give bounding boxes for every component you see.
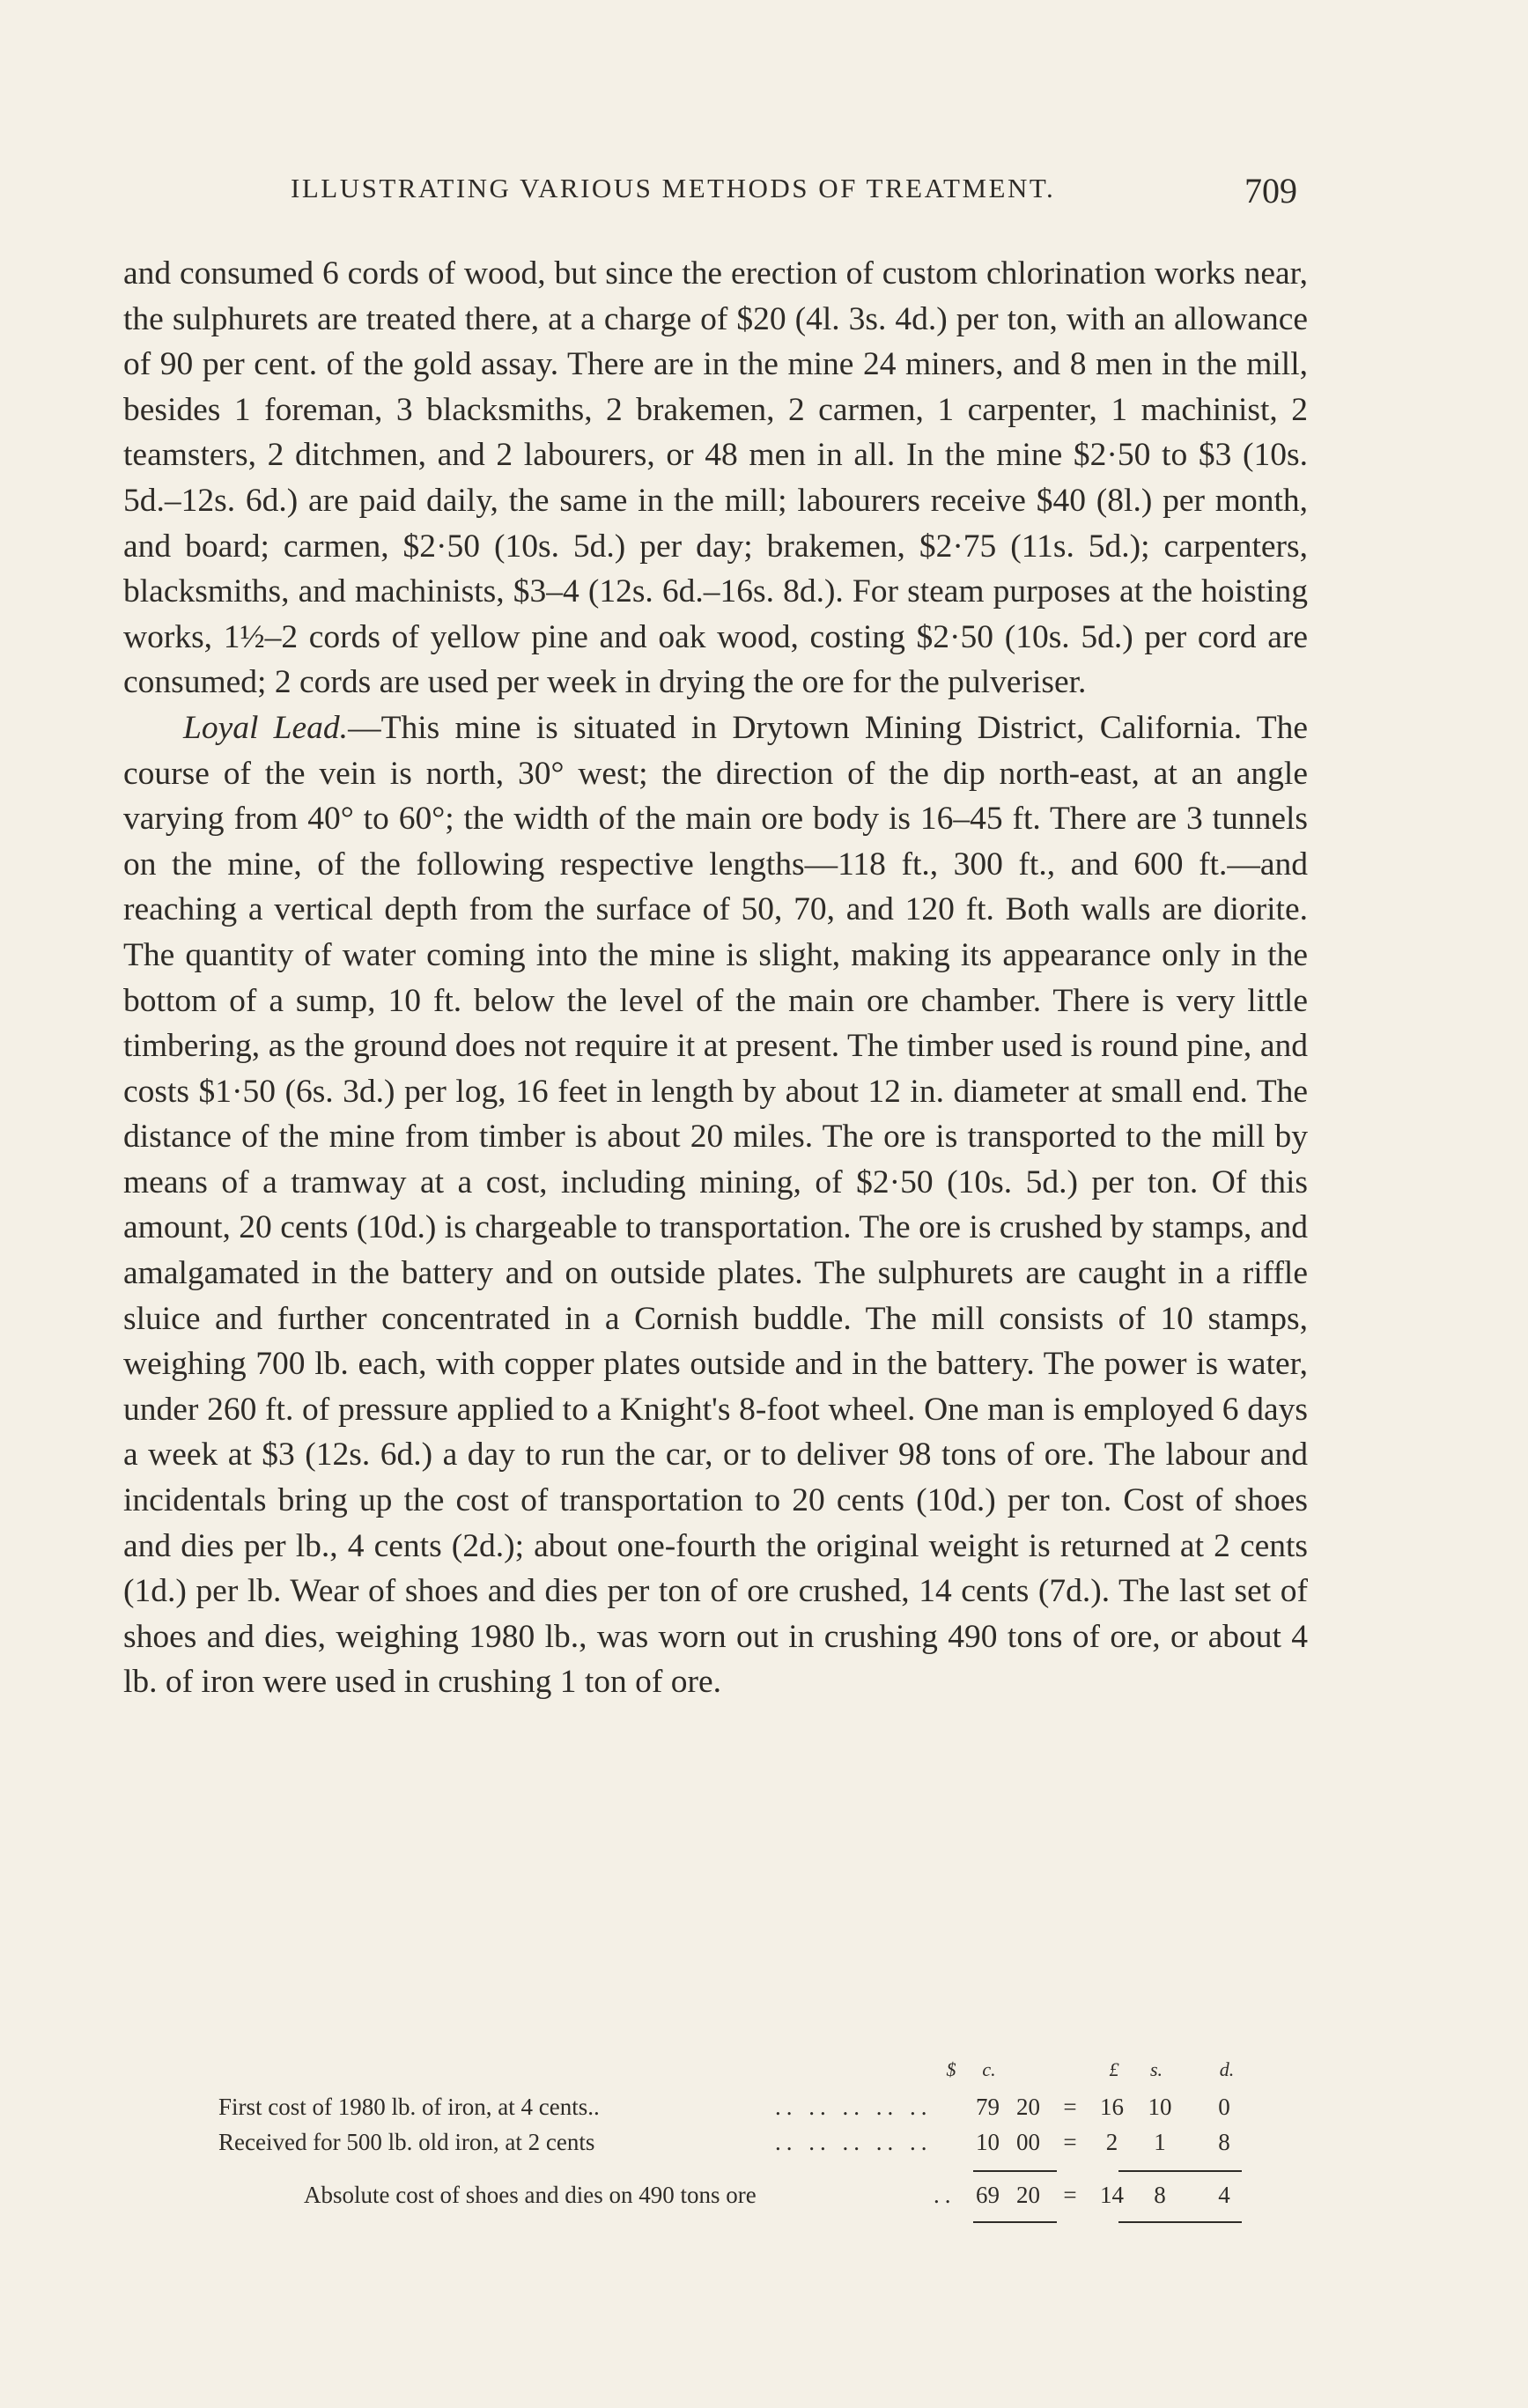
cost-table — [0, 2058, 1528, 2234]
row-shillings: 1 — [1154, 2129, 1166, 2155]
row-label: Received for 500 lb. old iron, at 2 cents — [218, 2129, 595, 2155]
row-shillings: 10 — [1148, 2094, 1172, 2120]
header-cents: c. — [982, 2058, 996, 2080]
total-label: Absolute cost of shoes and dies on 490 tons ore — [304, 2182, 757, 2208]
row-pounds: 2 — [1105, 2129, 1118, 2155]
table-row — [0, 2094, 1528, 2129]
running-head: ILLUSTRATING VARIOUS METHODS OF TREATMENT. — [291, 173, 1056, 203]
subtotal-rule-dollars — [973, 2170, 1057, 2172]
total-cents: 20 — [1016, 2182, 1040, 2208]
row-cents: 20 — [1016, 2094, 1040, 2120]
row-dollars: 79 — [976, 2094, 1000, 2120]
total-row — [0, 2182, 1528, 2217]
header-shillings: s. — [1149, 2058, 1163, 2080]
paragraph-loyal-lead-body: —This mine is situated in Drytown Mining District, California. The course of the vein is north, 30° west; the direction of the dip north-east, at an angle varying from 40° to 60°; the width of the main ore body is 16–45 ft. There are 3 tunnels on the mine, of the following respective lengths—118 ft., 300 ft., and 600 ft.—and reaching a vertical depth from the surface of 50, 70, and 120 ft. Both walls are diorite. The quantity of water coming into the mine is slight, making its appearance only in the bottom of a sump, 10 ft. below the level of the main ore chamber. There is very little timbering, as the ground does not require it at present. The timber used is round pine, and costs $1·50 (6s. 3d.) per log, 16 feet in length by about 12 in. diameter at small end. The distance of the mine from timber is about 20 miles. The ore is transported to the mill by means of a tramway at a cost, including mining, of $2·50 (10s. 5d.) per ton. Of this amount, 20 cents (10d.) is chargeable to transportation. The ore is crushed by stamps, and amalgamated in the battery and on outside plates. The sulphurets are caught in a riffle sluice and further concentrated in a Cornish buddle. The mill consists of 10 stamps, weighing 700 lb. each, with copper plates outside and in the battery. The power is water, under 260 ft. of pressure applied to a Knight's 8-foot wheel. One man is employed 6 days a week at $3 (12s. 6d.) a day to run the car, or to deliver 98 tons of ore. The labour and incidentals bring up the cost of transportation to 20 cents (10d.) per ton. Cost of shoes and dies per lb., 4 cents (2d.); about one-fourth the original weight is returned at 2 cents (1d.) per lb. Wear of shoes and dies per ton of ore crushed, 14 cents (7d.). The last set of shoes and dies, weighing 1980 lb., was worn out in crushing 490 tons of ore, or about 4 lb. of iron were used in crushing 1 ton of ore. — [123, 709, 1309, 1701]
header-pence: d. — [1219, 2058, 1235, 2080]
page-number: 709 — [1244, 171, 1297, 211]
total-rule-pounds — [1118, 2221, 1242, 2223]
subtotal-rule-pounds — [1118, 2170, 1242, 2172]
row-cents: 00 — [1016, 2129, 1040, 2155]
row-leader-dots: .. .. .. .. .. — [775, 2129, 933, 2155]
cost-table-header — [0, 2058, 1528, 2094]
body-text — [123, 251, 1308, 1705]
total-pounds: 14 — [1100, 2182, 1124, 2208]
header-dollars: $ — [946, 2058, 956, 2080]
total-shillings: 8 — [1154, 2182, 1166, 2208]
total-pence: 4 — [1218, 2182, 1230, 2208]
total-dollars: 69 — [976, 2182, 1000, 2208]
row-equals: = — [1063, 2129, 1077, 2155]
row-pounds: 16 — [1100, 2094, 1124, 2120]
header-pounds: £ — [1109, 2058, 1119, 2080]
total-leader-dots: .. — [934, 2182, 956, 2208]
table-row — [0, 2129, 1528, 2164]
mine-name-heading: Loyal Lead. — [183, 709, 349, 746]
row-leader-dots: .. .. .. .. .. — [775, 2094, 933, 2120]
paragraph-loyal-lead — [123, 705, 1308, 1705]
row-dollars: 10 — [976, 2129, 1000, 2155]
paragraph-continuation: and consumed 6 cords of wood, but since the erection of custom chlorination works near, the sulphurets are treated there, at a charge of $20 (4l. 3s. 4d.) per ton, with an allowance of 90 per cent. of the gold assay. There are in the mine 24 miners, and 8 men in the mill, besides 1 foreman, 3 blacksmiths, 2 brakemen, 2 carmen, 1 carpenter, 1 machinist, 2 teamsters, 2 ditchmen, and 2 labourers, or 48 men in all. In the mine $2·50 to $3 (10s. 5d.–12s. 6d.) are paid daily, the same in the mill; labourers receive $40 (8l.) per month, and board; carmen, $2·50 (10s. 5d.) per day; brakemen, $2·75 (11s. 5d.); carpenters, blacksmiths, and machinists, $3–4 (12s. 6d.–16s. 8d.). For steam purposes at the hoisting works, 1½–2 cords of yellow pine and oak wood, costing $2·50 (10s. 5d.) per cord are consumed; 2 cords are used per week in drying the ore for the pulveriser. — [123, 255, 1308, 701]
row-pence: 0 — [1218, 2094, 1230, 2120]
row-equals: = — [1063, 2094, 1077, 2120]
total-rule-dollars — [973, 2221, 1057, 2223]
row-pence: 8 — [1218, 2129, 1230, 2155]
row-label: First cost of 1980 lb. of iron, at 4 cents.. — [218, 2094, 600, 2120]
total-equals: = — [1063, 2182, 1077, 2208]
